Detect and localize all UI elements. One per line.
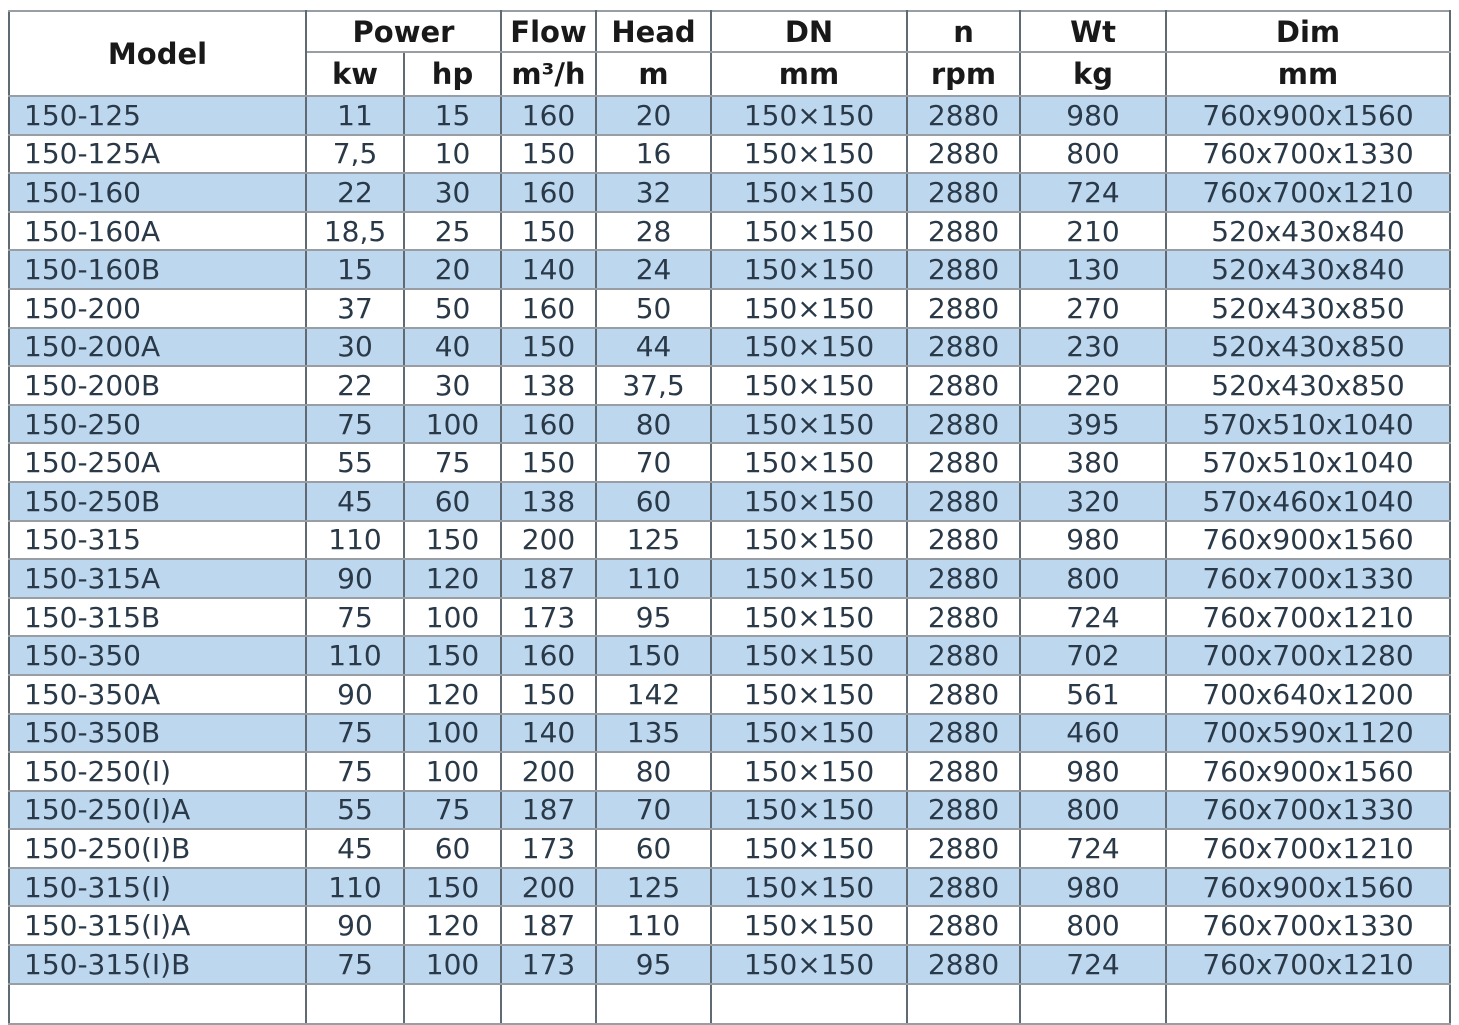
table-cell: 230 bbox=[1020, 328, 1166, 367]
table-cell: 150×150 bbox=[711, 675, 907, 714]
unit-header-hp: hp bbox=[404, 52, 501, 96]
table-cell: 28 bbox=[596, 212, 711, 251]
table-cell: 150 bbox=[404, 868, 501, 907]
unit-header-n: rpm bbox=[907, 52, 1020, 96]
table-row bbox=[9, 135, 1450, 174]
table-cell: 150 bbox=[404, 636, 501, 675]
table-cell: 75 bbox=[306, 714, 404, 753]
table-cell: 70 bbox=[596, 791, 711, 830]
table-cell: 18,5 bbox=[306, 212, 404, 251]
table-row bbox=[9, 829, 1450, 868]
table-cell: 44 bbox=[596, 328, 711, 367]
model-cell: 150-250B bbox=[9, 482, 306, 521]
col-header-dim: Dim bbox=[1166, 11, 1450, 52]
table-cell: 760x900x1560 bbox=[1166, 752, 1450, 791]
table-cell: 702 bbox=[1020, 636, 1166, 675]
pump-spec-table-wrapper bbox=[8, 10, 1451, 1025]
table-cell: 460 bbox=[1020, 714, 1166, 753]
table-cell: 150×150 bbox=[711, 521, 907, 560]
table-cell: 60 bbox=[596, 829, 711, 868]
table-cell: 125 bbox=[596, 868, 711, 907]
table-cell: 760x700x1330 bbox=[1166, 135, 1450, 174]
table-row bbox=[9, 96, 1450, 135]
table-cell: 150×150 bbox=[711, 714, 907, 753]
unit-header-head: m bbox=[596, 52, 711, 96]
table-cell: 2880 bbox=[907, 212, 1020, 251]
table-cell: 800 bbox=[1020, 135, 1166, 174]
table-cell: 220 bbox=[1020, 366, 1166, 405]
table-row bbox=[9, 289, 1450, 328]
col-header-flow: Flow bbox=[501, 11, 596, 52]
unit-header-dn: mm bbox=[711, 52, 907, 96]
table-cell: 75 bbox=[404, 791, 501, 830]
table-cell: 570x510x1040 bbox=[1166, 443, 1450, 482]
table-cell: 150×150 bbox=[711, 945, 907, 984]
table-cell: 110 bbox=[596, 906, 711, 945]
col-header-model: Model bbox=[9, 11, 306, 96]
table-cell: 2880 bbox=[907, 868, 1020, 907]
table-cell: 80 bbox=[596, 752, 711, 791]
table-cell: 75 bbox=[306, 945, 404, 984]
table-cell: 980 bbox=[1020, 96, 1166, 135]
unit-header-dim: mm bbox=[1166, 52, 1450, 96]
table-cell: 125 bbox=[596, 521, 711, 560]
table-cell: 135 bbox=[596, 714, 711, 753]
table-cell: 120 bbox=[404, 906, 501, 945]
table-cell: 160 bbox=[501, 636, 596, 675]
table-cell: 187 bbox=[501, 791, 596, 830]
model-cell: 150-315A bbox=[9, 559, 306, 598]
table-cell: 110 bbox=[306, 521, 404, 560]
model-cell: 150-160A bbox=[9, 212, 306, 251]
model-cell: 150-125 bbox=[9, 96, 306, 135]
table-cell: 150×150 bbox=[711, 328, 907, 367]
table-cell: 100 bbox=[404, 405, 501, 444]
table-cell: 800 bbox=[1020, 906, 1166, 945]
table-cell: 37,5 bbox=[596, 366, 711, 405]
table-cell: 138 bbox=[501, 366, 596, 405]
table-cell: 150×150 bbox=[711, 636, 907, 675]
table-cell: 760x900x1560 bbox=[1166, 96, 1450, 135]
table-row bbox=[9, 328, 1450, 367]
table-cell: 55 bbox=[306, 443, 404, 482]
table-cell: 80 bbox=[596, 405, 711, 444]
model-cell: 150-160B bbox=[9, 250, 306, 289]
table-cell: 15 bbox=[404, 96, 501, 135]
table-cell: 15 bbox=[306, 250, 404, 289]
table-row bbox=[9, 212, 1450, 251]
table-cell: 200 bbox=[501, 868, 596, 907]
model-cell: 150-315(I)A bbox=[9, 906, 306, 945]
table-cell: 395 bbox=[1020, 405, 1166, 444]
table-cell: 2880 bbox=[907, 945, 1020, 984]
table-cell: 138 bbox=[501, 482, 596, 521]
table-cell: 160 bbox=[501, 96, 596, 135]
table-cell: 2880 bbox=[907, 906, 1020, 945]
table-cell: 760x700x1210 bbox=[1166, 173, 1450, 212]
unit-header-wt: kg bbox=[1020, 52, 1166, 96]
table-cell: 110 bbox=[596, 559, 711, 598]
table-cell: 200 bbox=[501, 752, 596, 791]
col-header-power: Power bbox=[306, 11, 501, 52]
table-cell: 120 bbox=[404, 559, 501, 598]
table-cell: 2880 bbox=[907, 521, 1020, 560]
table-cell: 150 bbox=[501, 135, 596, 174]
table-cell: 60 bbox=[404, 482, 501, 521]
table-cell: 2880 bbox=[907, 328, 1020, 367]
model-cell: 150-160 bbox=[9, 173, 306, 212]
table-cell: 50 bbox=[404, 289, 501, 328]
table-cell: 150×150 bbox=[711, 791, 907, 830]
model-cell: 150-350B bbox=[9, 714, 306, 753]
col-header-dn: DN bbox=[711, 11, 907, 52]
col-header-n: n bbox=[907, 11, 1020, 52]
table-cell: 2880 bbox=[907, 96, 1020, 135]
table-cell: 24 bbox=[596, 250, 711, 289]
table-cell bbox=[711, 984, 907, 1024]
table-cell: 150×150 bbox=[711, 135, 907, 174]
table-cell: 160 bbox=[501, 289, 596, 328]
table-cell bbox=[9, 984, 306, 1024]
table-cell: 724 bbox=[1020, 598, 1166, 637]
table-body bbox=[9, 96, 1450, 1024]
table-cell: 760x700x1330 bbox=[1166, 559, 1450, 598]
table-cell: 32 bbox=[596, 173, 711, 212]
table-cell: 150×150 bbox=[711, 559, 907, 598]
model-cell: 150-125A bbox=[9, 135, 306, 174]
table-cell: 100 bbox=[404, 714, 501, 753]
table-row bbox=[9, 636, 1450, 675]
header-row-titles bbox=[9, 11, 1450, 52]
table-row bbox=[9, 945, 1450, 984]
model-cell: 150-250(I)B bbox=[9, 829, 306, 868]
table-cell: 110 bbox=[306, 868, 404, 907]
table-cell: 173 bbox=[501, 598, 596, 637]
table-cell: 150 bbox=[501, 212, 596, 251]
table-cell: 187 bbox=[501, 559, 596, 598]
table-cell: 150×150 bbox=[711, 906, 907, 945]
table-cell: 95 bbox=[596, 598, 711, 637]
model-cell: 150-250 bbox=[9, 405, 306, 444]
table-cell: 187 bbox=[501, 906, 596, 945]
table-cell: 2880 bbox=[907, 250, 1020, 289]
table-cell: 2880 bbox=[907, 173, 1020, 212]
table-cell: 2880 bbox=[907, 366, 1020, 405]
table-cell: 724 bbox=[1020, 945, 1166, 984]
table-row bbox=[9, 675, 1450, 714]
table-cell: 25 bbox=[404, 212, 501, 251]
table-cell: 130 bbox=[1020, 250, 1166, 289]
model-cell: 150-315 bbox=[9, 521, 306, 560]
table-row bbox=[9, 868, 1450, 907]
table-cell: 75 bbox=[306, 405, 404, 444]
model-cell: 150-200 bbox=[9, 289, 306, 328]
table-cell: 724 bbox=[1020, 173, 1166, 212]
table-cell: 30 bbox=[306, 328, 404, 367]
model-cell: 150-200B bbox=[9, 366, 306, 405]
table-cell: 150 bbox=[404, 521, 501, 560]
partial-row bbox=[9, 984, 1450, 1024]
table-cell: 150×150 bbox=[711, 289, 907, 328]
table-cell: 160 bbox=[501, 173, 596, 212]
table-cell: 700x640x1200 bbox=[1166, 675, 1450, 714]
table-cell: 45 bbox=[306, 482, 404, 521]
table-cell: 150×150 bbox=[711, 752, 907, 791]
pump-spec-table bbox=[8, 10, 1451, 1025]
table-cell: 561 bbox=[1020, 675, 1166, 714]
table-cell: 760x700x1330 bbox=[1166, 906, 1450, 945]
table-cell: 173 bbox=[501, 945, 596, 984]
table-cell: 760x900x1560 bbox=[1166, 521, 1450, 560]
table-cell: 90 bbox=[306, 559, 404, 598]
table-cell: 60 bbox=[404, 829, 501, 868]
table-cell: 150 bbox=[501, 675, 596, 714]
table-cell: 45 bbox=[306, 829, 404, 868]
table-cell bbox=[596, 984, 711, 1024]
col-header-head: Head bbox=[596, 11, 711, 52]
table-cell: 2880 bbox=[907, 405, 1020, 444]
table-cell: 150×150 bbox=[711, 482, 907, 521]
table-cell bbox=[1020, 984, 1166, 1024]
table-cell: 30 bbox=[404, 366, 501, 405]
table-cell: 90 bbox=[306, 675, 404, 714]
table-cell: 150×150 bbox=[711, 250, 907, 289]
table-cell: 2880 bbox=[907, 675, 1020, 714]
table-row bbox=[9, 482, 1450, 521]
unit-header-flow: m³/h bbox=[501, 52, 596, 96]
table-row bbox=[9, 791, 1450, 830]
table-cell: 37 bbox=[306, 289, 404, 328]
table-row bbox=[9, 559, 1450, 598]
table-cell: 100 bbox=[404, 945, 501, 984]
table-cell: 142 bbox=[596, 675, 711, 714]
table-cell bbox=[1166, 984, 1450, 1024]
table-row bbox=[9, 443, 1450, 482]
table-cell: 120 bbox=[404, 675, 501, 714]
table-row bbox=[9, 250, 1450, 289]
table-cell: 40 bbox=[404, 328, 501, 367]
table-cell: 95 bbox=[596, 945, 711, 984]
table-cell: 150×150 bbox=[711, 868, 907, 907]
table-cell: 270 bbox=[1020, 289, 1166, 328]
table-cell: 2880 bbox=[907, 289, 1020, 328]
table-cell: 75 bbox=[306, 752, 404, 791]
table-cell: 20 bbox=[404, 250, 501, 289]
table-cell: 760x900x1560 bbox=[1166, 868, 1450, 907]
table-cell: 20 bbox=[596, 96, 711, 135]
model-cell: 150-250(I) bbox=[9, 752, 306, 791]
model-cell: 150-315B bbox=[9, 598, 306, 637]
table-cell: 110 bbox=[306, 636, 404, 675]
table-cell: 980 bbox=[1020, 752, 1166, 791]
table-cell: 2880 bbox=[907, 752, 1020, 791]
table-cell: 150×150 bbox=[711, 598, 907, 637]
table-cell: 570x510x1040 bbox=[1166, 405, 1450, 444]
table-row bbox=[9, 906, 1450, 945]
table-cell: 760x700x1210 bbox=[1166, 945, 1450, 984]
model-cell: 150-250A bbox=[9, 443, 306, 482]
table-cell: 7,5 bbox=[306, 135, 404, 174]
table-row bbox=[9, 598, 1450, 637]
table-cell: 2880 bbox=[907, 636, 1020, 675]
table-cell: 760x700x1210 bbox=[1166, 598, 1450, 637]
table-cell: 2880 bbox=[907, 135, 1020, 174]
table-cell: 2880 bbox=[907, 598, 1020, 637]
table-cell: 22 bbox=[306, 173, 404, 212]
table-cell: 30 bbox=[404, 173, 501, 212]
table-cell: 90 bbox=[306, 906, 404, 945]
table-cell: 150×150 bbox=[711, 829, 907, 868]
table-cell: 150×150 bbox=[711, 366, 907, 405]
table-cell: 980 bbox=[1020, 521, 1166, 560]
table-header bbox=[9, 11, 1450, 96]
table-cell: 60 bbox=[596, 482, 711, 521]
table-cell: 800 bbox=[1020, 791, 1166, 830]
model-cell: 150-250(I)A bbox=[9, 791, 306, 830]
unit-header-kw: kw bbox=[306, 52, 404, 96]
table-cell: 140 bbox=[501, 714, 596, 753]
table-cell: 75 bbox=[404, 443, 501, 482]
table-cell: 50 bbox=[596, 289, 711, 328]
table-row bbox=[9, 405, 1450, 444]
table-cell: 210 bbox=[1020, 212, 1166, 251]
table-cell: 2880 bbox=[907, 791, 1020, 830]
table-cell: 760x700x1210 bbox=[1166, 829, 1450, 868]
table-cell: 150×150 bbox=[711, 405, 907, 444]
table-cell: 22 bbox=[306, 366, 404, 405]
table-cell: 140 bbox=[501, 250, 596, 289]
table-row bbox=[9, 521, 1450, 560]
table-row bbox=[9, 752, 1450, 791]
table-cell: 520x430x850 bbox=[1166, 328, 1450, 367]
model-cell: 150-315(I)B bbox=[9, 945, 306, 984]
table-cell: 980 bbox=[1020, 868, 1166, 907]
table-cell: 150 bbox=[501, 443, 596, 482]
table-cell: 520x430x840 bbox=[1166, 250, 1450, 289]
table-cell: 520x430x850 bbox=[1166, 366, 1450, 405]
table-cell: 520x430x840 bbox=[1166, 212, 1450, 251]
table-cell: 200 bbox=[501, 521, 596, 560]
table-cell: 150 bbox=[596, 636, 711, 675]
table-cell: 150×150 bbox=[711, 212, 907, 251]
table-cell: 2880 bbox=[907, 829, 1020, 868]
table-row bbox=[9, 714, 1450, 753]
table-cell: 2880 bbox=[907, 559, 1020, 598]
table-cell: 150 bbox=[501, 328, 596, 367]
table-cell: 150×150 bbox=[711, 96, 907, 135]
table-cell: 75 bbox=[306, 598, 404, 637]
model-cell: 150-315(I) bbox=[9, 868, 306, 907]
table-cell: 16 bbox=[596, 135, 711, 174]
table-cell: 800 bbox=[1020, 559, 1166, 598]
table-cell: 10 bbox=[404, 135, 501, 174]
table-cell: 2880 bbox=[907, 482, 1020, 521]
table-cell: 570x460x1040 bbox=[1166, 482, 1450, 521]
table-cell: 100 bbox=[404, 598, 501, 637]
table-cell: 700x700x1280 bbox=[1166, 636, 1450, 675]
table-cell: 520x430x850 bbox=[1166, 289, 1450, 328]
table-cell: 320 bbox=[1020, 482, 1166, 521]
table-row bbox=[9, 173, 1450, 212]
table-cell: 2880 bbox=[907, 443, 1020, 482]
table-cell: 2880 bbox=[907, 714, 1020, 753]
col-header-wt: Wt bbox=[1020, 11, 1166, 52]
model-cell: 150-350A bbox=[9, 675, 306, 714]
table-cell: 70 bbox=[596, 443, 711, 482]
table-cell bbox=[404, 984, 501, 1024]
table-cell: 173 bbox=[501, 829, 596, 868]
table-cell bbox=[907, 984, 1020, 1024]
table-cell: 724 bbox=[1020, 829, 1166, 868]
table-cell: 160 bbox=[501, 405, 596, 444]
table-cell bbox=[306, 984, 404, 1024]
table-cell: 760x700x1330 bbox=[1166, 791, 1450, 830]
table-cell: 700x590x1120 bbox=[1166, 714, 1450, 753]
table-cell: 150×150 bbox=[711, 173, 907, 212]
model-cell: 150-200A bbox=[9, 328, 306, 367]
table-cell: 11 bbox=[306, 96, 404, 135]
table-cell bbox=[501, 984, 596, 1024]
table-cell: 55 bbox=[306, 791, 404, 830]
table-row bbox=[9, 366, 1450, 405]
table-cell: 380 bbox=[1020, 443, 1166, 482]
table-cell: 150×150 bbox=[711, 443, 907, 482]
model-cell: 150-350 bbox=[9, 636, 306, 675]
table-cell: 100 bbox=[404, 752, 501, 791]
